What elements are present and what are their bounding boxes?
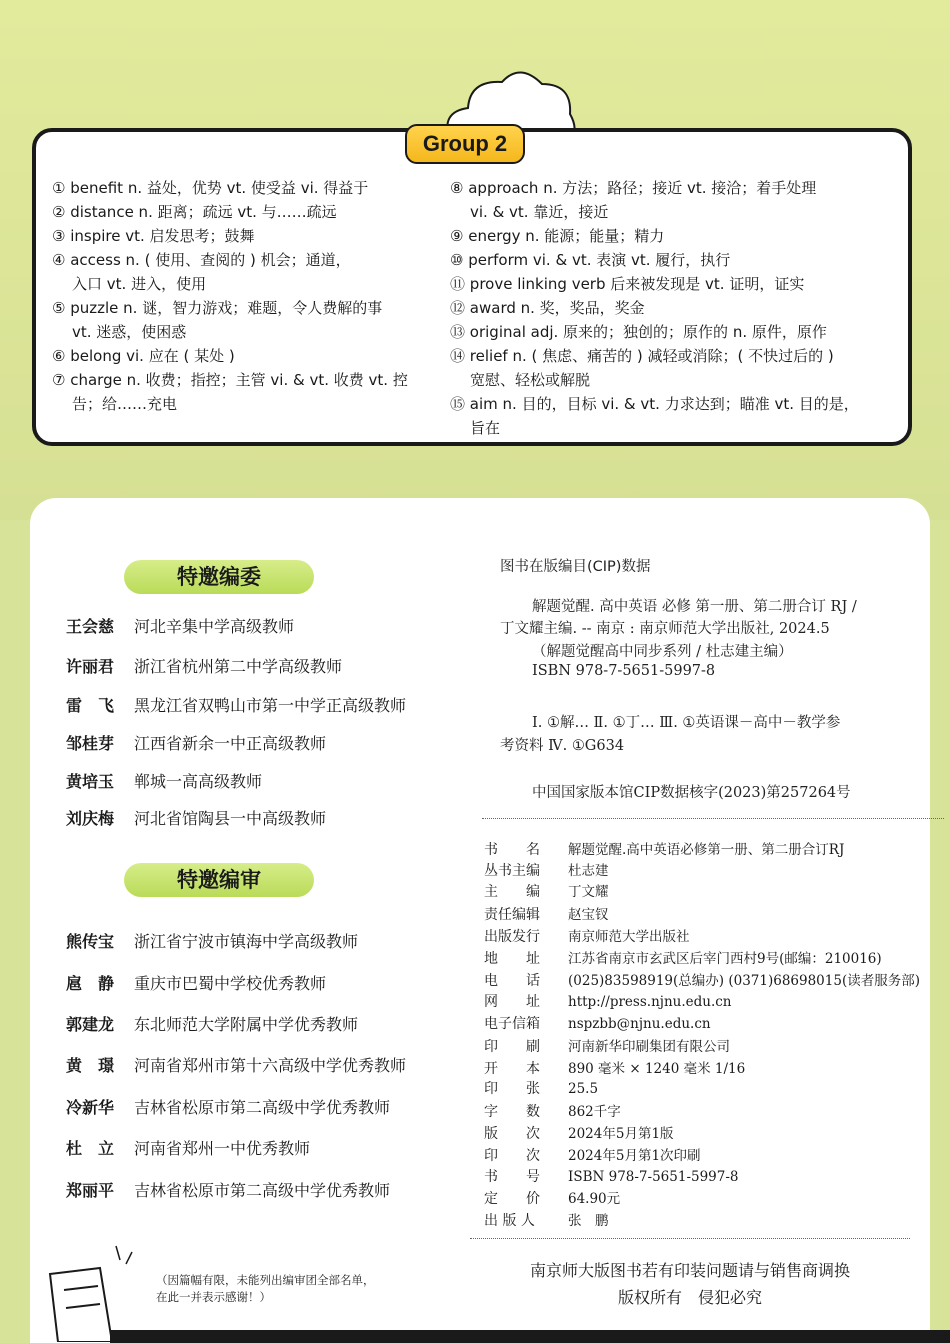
cip-title: 图书在版编目(CIP)数据 [500,559,651,575]
committee-member: 许丽君 浙江省杭州第二中学高级教师 [66,657,343,676]
cip-line: ISBN 978-7-5651-5997-8 [532,663,716,679]
pub-row: 定 价 64.90元 [484,1191,621,1207]
vocab-entry-continued: 宽慰、轻松或解脱 [470,371,591,389]
vocab-entry: ⑫ award n. 奖，奖品，奖金 [450,299,645,317]
cip-line: （解题觉醒高中同步系列 / 杜志建主编） [532,644,793,660]
vocab-entry: ③ inspire vt. 启发思考；鼓舞 [52,227,255,245]
committee-member: 王会慈 河北辛集中学高级教师 [66,617,295,636]
vocab-entry-continued: 入口 vt. 进入，使用 [72,275,207,293]
pub-row: 出 版 人 张 鹏 [484,1213,609,1229]
vocab-entry: ⑥ belong vi. 应在 ( 某处 ) [52,347,235,365]
pub-row: 印 次 2024年5月第1次印刷 [484,1148,701,1164]
vocab-entry-continued: vt. 迷惑，使困惑 [72,323,187,341]
cip-number: 中国国家版本馆CIP数据核字(2023)第257264号 [532,785,851,801]
reviewer-member: 郭建龙 东北师范大学附属中学优秀教师 [66,1015,359,1034]
cip-line: 考资料 Ⅳ. ①G634 [500,738,625,754]
vocab-entry: ⑩ perform vi. & vt. 表演 vt. 履行，执行 [450,251,731,269]
note-text: （因篇幅有限，未能列出编审团全部名单， 在此一并表示感谢！） [156,1273,375,1304]
reviewer-member: 郑丽平 吉林省松原市第二高级中学优秀教师 [66,1181,391,1200]
reviewer-member: 杜 立 河南省郑州一中优秀教师 [66,1139,311,1158]
notepad-doodle-icon [36,1242,146,1342]
pub-row: 电子信箱 nspzbb@njnu.edu.cn [484,1016,711,1032]
vocab-entry: ① benefit n. 益处，优势 vt. 使受益 vi. 得益于 [52,179,369,197]
vocab-column-left [52,176,432,416]
pub-row: 网 址 http://press.njnu.edu.cn [484,994,732,1010]
bottom-strip [110,1330,950,1343]
vocab-column-right [450,176,890,440]
pub-row: 字 数 862千字 [484,1104,621,1120]
divider [482,818,944,819]
reviewer-member: 扈 静 重庆市巴蜀中学校优秀教师 [66,974,327,993]
reviewers-title: 特邀编审 [124,863,314,897]
footer-copyright: 版权所有 侵犯必究 [617,1288,762,1307]
group-label: Group 2 [405,124,525,164]
vocab-entry-continued: 告；给……充电 [72,395,178,413]
cip-line: 丁文耀主编. -- 南京 : 南京师范大学出版社, 2024.5 [500,621,830,637]
vocab-entry: ⑬ original adj. 原来的；独创的；原作的 n. 原件，原作 [450,323,827,341]
cip-line: 解题觉醒. 高中英语 必修 第一册、第二册合订 RJ / [532,599,857,615]
pub-row: 印 张 25.5 [484,1081,599,1097]
cip-line: Ⅰ. ①解… Ⅱ. ①丁… Ⅲ. ①英语课－高中－教学参 [532,715,841,731]
vocab-entry: ⑨ energy n. 能源；能量；精力 [450,227,665,245]
committee-title: 特邀编委 [124,560,314,594]
vocab-entry: ⑧ approach n. 方法；路径；接近 vt. 接洽；着手处理 [450,179,817,197]
vocab-entry: ⑭ relief n. ( 焦虑、痛苦的 ) 减轻或消除；( 不快过后的 ) [450,347,834,365]
committee-member: 雷 飞 黑龙江省双鸭山市第一中学正高级教师 [66,696,407,715]
vocab-entry: ④ access n. ( 使用、查阅的 ) 机会；通道， [52,251,351,269]
pub-row: 地 址 江苏省南京市玄武区后宰门西村9号(邮编：210016) [484,951,882,967]
vocab-entry: ⑮ aim n. 目的，目标 vi. & vt. 力求达到；瞄准 vt. 目的是， [450,395,859,413]
pub-row: 主 编 丁文耀 [484,884,609,900]
pub-row: 印 刷 河南新华印刷集团有限公司 [484,1039,730,1055]
footer-notice: 南京师大版图书若有印装问题请与销售商调换 [529,1261,850,1280]
reviewer-member: 黄 璟 河南省郑州市第十六高级中学优秀教师 [66,1056,407,1075]
pub-row: 书 名 解题觉醒.高中英语必修第一册、第二册合订RJ [484,842,845,858]
vocab-entry: ⑦ charge n. 收费；指控；主管 vi. & vt. 收费 vt. 控 [52,371,408,389]
vocab-entry: ⑪ prove linking verb 后来被发现是 vt. 证明，证实 [450,275,805,293]
vocab-entry-continued: vi. & vt. 靠近，接近 [470,203,609,221]
pub-row: 丛书主编 杜志建 [484,863,609,879]
pub-row: 责任编辑 赵宝钗 [484,907,609,923]
reviewer-member: 熊传宝 浙江省宁波市镇海中学高级教师 [66,932,359,951]
pub-row: 书 号 ISBN 978-7-5651-5997-8 [484,1169,739,1185]
pub-row: 开 本 890 毫米 × 1240 毫米 1/16 [484,1061,746,1077]
vocab-entry-continued: 旨在 [470,419,501,437]
committee-member: 黄培玉 郸城一高高级教师 [66,772,263,791]
pub-row: 出版发行 南京师范大学出版社 [484,929,690,945]
pub-row: 电 话 (025)83598919(总编办) (0371)68698015(读者服务部) [484,973,920,989]
pub-row: 版 次 2024年5月第1版 [484,1126,674,1142]
vocab-entry: ② distance n. 距离；疏远 vt. 与……疏远 [52,203,337,221]
committee-member: 邹桂芽 江西省新余一中正高级教师 [66,734,327,753]
reviewer-member: 冷新华 吉林省松原市第二高级中学优秀教师 [66,1098,391,1117]
vocab-entry: ⑤ puzzle n. 谜，智力游戏；难题，令人费解的事 [52,299,383,317]
divider [470,1238,910,1239]
committee-member: 刘庆梅 河北省馆陶县一中高级教师 [66,809,327,828]
